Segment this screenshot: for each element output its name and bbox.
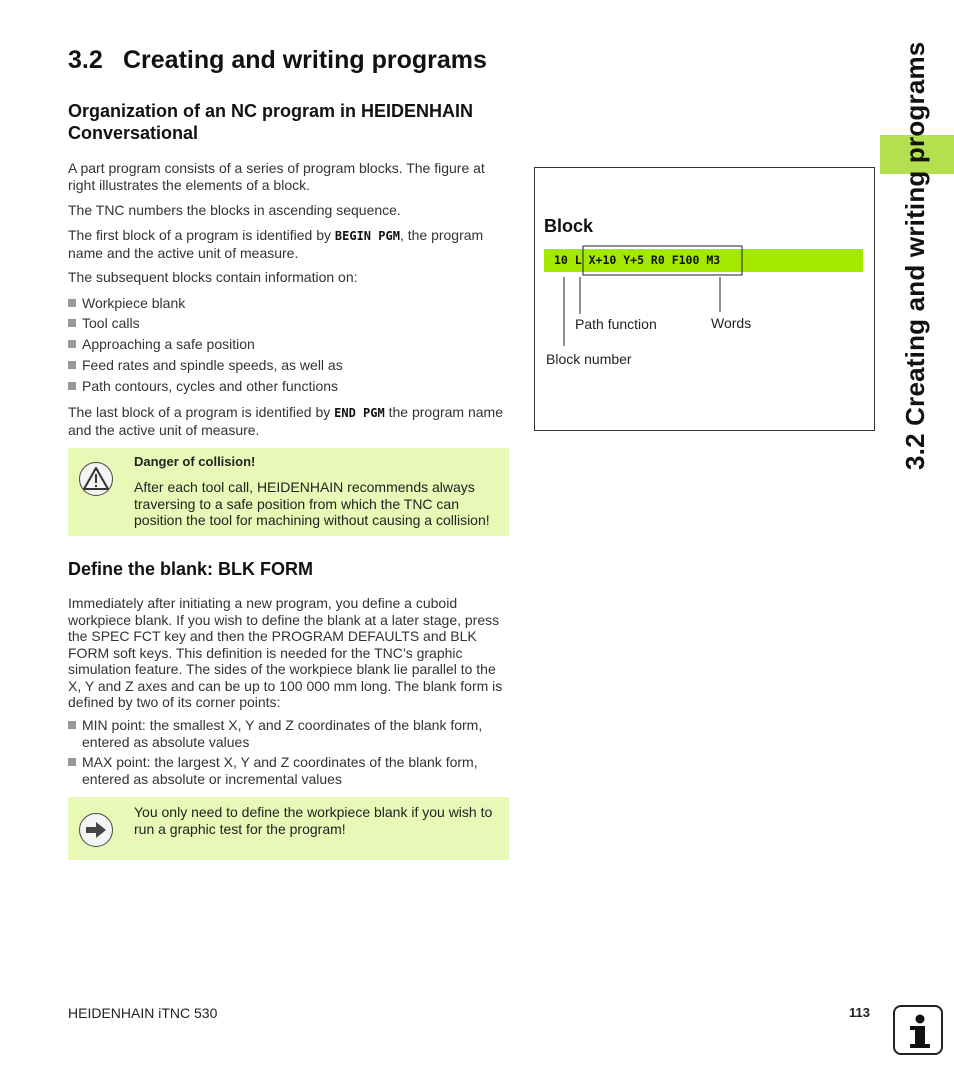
para-numbering: The TNC numbers the blocks in ascending sequence. bbox=[68, 202, 401, 218]
warning-text: After each tool call, HEIDENHAIN recommends always traversing to a safe position from which the TNC can position the tool for machining without causing a collision! bbox=[134, 479, 490, 528]
para-last-block bbox=[68, 404, 513, 438]
bullet-text: Path contours, cycles and other functions bbox=[82, 378, 339, 394]
para-last-after: the program name and the active unit of measure. bbox=[68, 404, 504, 438]
bullet-text: Feed rates and spindle speeds, as well as bbox=[82, 357, 343, 373]
section-number: 3.2 bbox=[68, 46, 103, 74]
arrow-right-icon bbox=[79, 813, 113, 847]
para-first-before: The first block of a program is identified by bbox=[68, 227, 335, 243]
para-last-before: The last block of a program is identified by bbox=[68, 404, 335, 420]
bullet-square-icon bbox=[68, 721, 76, 729]
para-blank: Immediately after initiating a new program, you define a cuboid workpiece blank. If you wish to define the blank at a later stage, press the SPEC FCT key and then the PROGRAM DEFAULTS and BLK FORM soft keys. This definition is needed for the TNC’s graphic simulation feature. The sides of the workpiece blank lie parallel to the X, Y and Z axes and can be up to 100 000 mm long. The blank form is defined by two of its corner points: bbox=[68, 595, 503, 710]
code-begin-pgm: BEGIN PGM bbox=[334, 229, 400, 243]
blank-heading: Define the blank: BLK FORM bbox=[68, 559, 314, 579]
org-heading: Organization of an NC program in HEIDENHAIN Conversational bbox=[68, 101, 474, 143]
info-icon bbox=[893, 1005, 943, 1055]
code-end-pgm: END PGM bbox=[334, 406, 385, 420]
hint-text: You only need to define the workpiece blank if you wish to run a graphic test for the program! bbox=[134, 804, 493, 837]
bullet-text: Tool calls bbox=[82, 315, 140, 331]
bullet-square-icon bbox=[68, 758, 76, 766]
label-block-number: Block number bbox=[546, 351, 632, 367]
footer-product: HEIDENHAIN iTNC 530 bbox=[68, 1005, 218, 1021]
para-subsequent: The subsequent blocks contain information on: bbox=[68, 269, 358, 285]
bullet-text: Workpiece blank bbox=[82, 295, 186, 311]
para-first-after: , the program name and the active unit of measure. bbox=[68, 227, 484, 261]
warning-title: Danger of collision! bbox=[134, 454, 256, 469]
warning-note bbox=[68, 448, 509, 536]
bullet-text: MAX point: the largest X, Y and Z coordinates of the blank form, entered as absolute or incremental values bbox=[82, 754, 478, 787]
page-title bbox=[68, 46, 487, 75]
figure-title: Block bbox=[544, 216, 594, 236]
para-intro: A part program consists of a series of program blocks. The figure at right illustrates the elements of a block. bbox=[68, 160, 485, 193]
bullet-square-icon bbox=[68, 340, 76, 348]
bullet-square-icon bbox=[68, 299, 76, 307]
block-code: 10 L X+10 Y+5 R0 F100 M3 bbox=[554, 253, 721, 267]
figure-leader-lines bbox=[534, 240, 774, 360]
list-item bbox=[68, 717, 508, 751]
bullet-square-icon bbox=[68, 382, 76, 390]
bullet-square-icon bbox=[68, 361, 76, 369]
bullet-text: Approaching a safe position bbox=[82, 336, 255, 352]
warning-triangle-icon bbox=[79, 462, 113, 496]
para-first-block bbox=[68, 227, 503, 261]
bullet-square-icon bbox=[68, 319, 76, 327]
side-chapter-label: 3.2 Creating and writing programs bbox=[900, 41, 930, 470]
label-words: Words bbox=[711, 315, 752, 331]
page-number: 113 bbox=[849, 1005, 870, 1020]
bullet-text: MIN point: the smallest X, Y and Z coordinates of the blank form, entered as absolute values bbox=[82, 717, 483, 750]
label-path-function: Path function bbox=[575, 316, 657, 332]
list-item bbox=[68, 754, 508, 788]
section-title-text: Creating and writing programs bbox=[123, 46, 487, 74]
hint-note bbox=[68, 797, 509, 860]
